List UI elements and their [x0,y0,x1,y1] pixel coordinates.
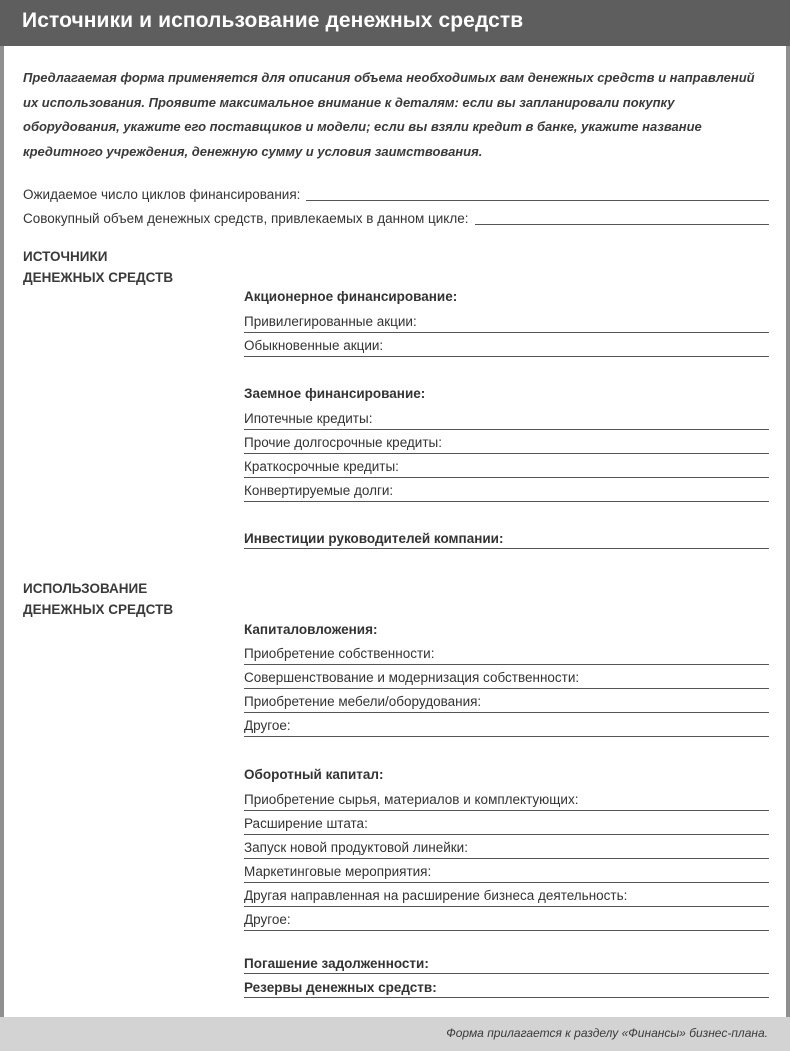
sources-label-line2: ДЕНЕЖНЫХ СРЕДСТВ [23,270,174,285]
working-item-staff[interactable]: Расширение штата: [244,813,769,835]
capex-item-other[interactable]: Другое: [244,715,769,737]
working-item-other[interactable]: Другое: [244,909,769,931]
equity-heading: Акционерное финансирование: [244,289,458,304]
cycles-field-line[interactable] [306,200,769,201]
cycles-field[interactable] [23,183,769,203]
sources-section-label [23,246,173,288]
working-capital-heading: Оборотный капитал: [244,767,384,782]
debt-heading: Заемное финансирование: [244,386,426,401]
uses-section-label [23,578,173,620]
uses-label-line1: ИСПОЛЬЗОВАНИЕ [23,581,148,596]
total-funds-field-label: Совокупный объем денежных средств, привлекаемых в данном цикле: [23,211,469,226]
page-title: Источники и использование денежных средств [22,9,524,32]
total-funds-field-line[interactable] [475,224,770,225]
working-item-materials[interactable]: Приобретение сырья, материалов и комплектующих: [244,789,769,811]
working-item-marketing[interactable]: Маркетинговые мероприятия: [244,861,769,883]
cash-reserves-field[interactable]: Резервы денежных средств: [244,980,769,998]
equity-item-preferred[interactable]: Привилегированные акции: [244,311,769,333]
footer-note: Форма прилагается к разделу «Финансы» бизнес-плана. [446,1026,768,1040]
debt-item-longterm[interactable]: Прочие долгосрочные кредиты: [244,432,769,454]
equity-item-common[interactable]: Обыкновенные акции: [244,335,769,357]
debt-repayment-field[interactable]: Погашение задолженности: [244,956,769,974]
uses-label-line2: ДЕНЕЖНЫХ СРЕДСТВ [23,602,174,617]
sources-label-line1: ИСТОЧНИКИ [23,249,108,264]
intro-paragraph: Предлагаемая форма применяется для описания объема необходимых вам денежных средств и направлений их использования. Проявите максимальное внимание к деталям: если вы запланировали покупку оборудования, укажите его поставщиков и модели; если вы взяли кредит в банке, укажите название кредитного учреждения, денежную сумму и условия заимствования. [23,70,755,159]
capex-item-modernization[interactable]: Совершенствование и модернизация собственности: [244,667,769,689]
capex-item-property[interactable]: Приобретение собственности: [244,643,769,665]
working-item-product-line[interactable]: Запуск новой продуктовой линейки: [244,837,769,859]
cycles-field-label: Ожидаемое число циклов финансирования: [23,187,301,202]
management-investment-field[interactable]: Инвестиции руководителей компании: [244,531,769,549]
total-funds-field[interactable] [23,207,769,227]
title-bar [0,0,790,46]
debt-item-mortgage[interactable]: Ипотечные кредиты: [244,408,769,430]
debt-item-shortterm[interactable]: Краткосрочные кредиты: [244,456,769,478]
footer-bar [0,1017,790,1051]
capex-item-furniture[interactable]: Приобретение мебели/оборудования: [244,691,769,713]
debt-item-convertible[interactable]: Конвертируемые долги: [244,480,769,502]
working-item-expansion[interactable]: Другая направленная на расширение бизнеса деятельность: [244,885,769,907]
capex-heading: Капиталовложения: [244,622,378,637]
